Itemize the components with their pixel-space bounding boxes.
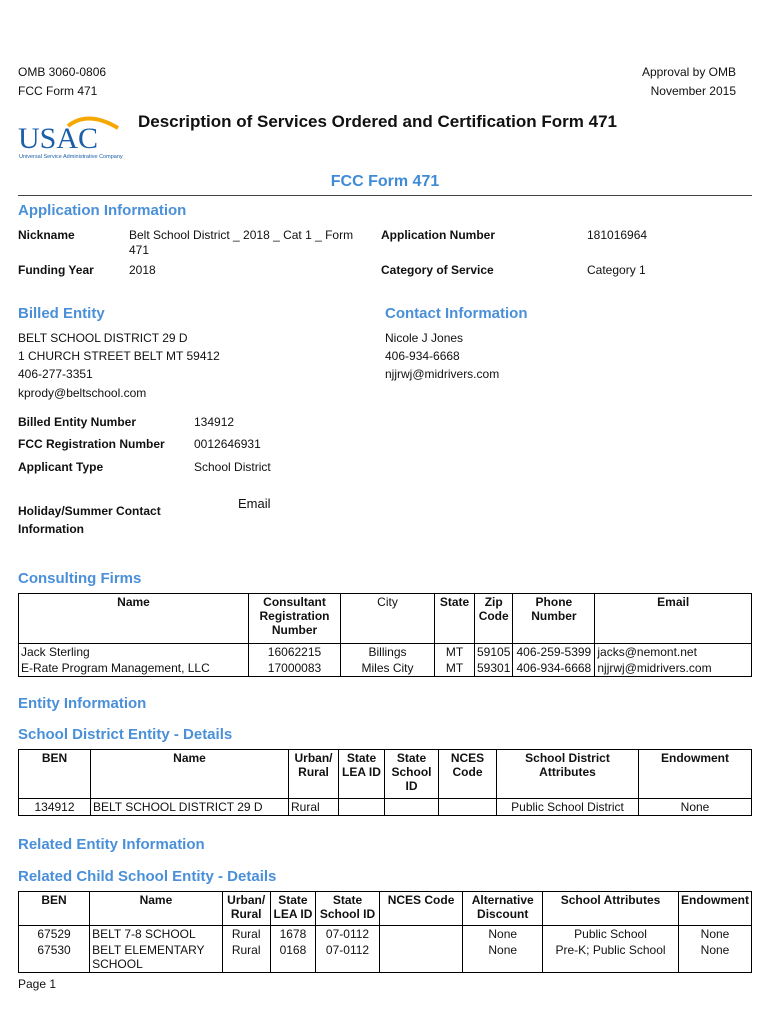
col-urban-rural bbox=[289, 750, 339, 799]
cell-urban-rural: Rural bbox=[222, 942, 270, 973]
table-header-row bbox=[19, 892, 752, 926]
cell-endowment: None bbox=[679, 926, 752, 943]
col-school-attributes: School Attributes bbox=[543, 892, 679, 926]
billed-entity-name: BELT SCHOOL DISTRICT 29 D bbox=[18, 331, 188, 345]
usac-logo bbox=[18, 112, 136, 162]
col-urban-rural-2: Rural bbox=[230, 907, 262, 921]
col-alt-discount bbox=[463, 892, 543, 926]
contact-phone: 406-934-6668 bbox=[385, 349, 460, 363]
cell-zip: 59105 bbox=[475, 644, 513, 661]
cell-school-attributes: Public School bbox=[543, 926, 679, 943]
table-row bbox=[19, 799, 752, 816]
col-zip bbox=[475, 594, 513, 644]
applicant-type-value: School District bbox=[194, 460, 271, 474]
cell-ben: 134912 bbox=[19, 799, 91, 816]
omb-number: OMB 3060-0806 bbox=[18, 65, 107, 79]
col-endowment: Endowment bbox=[679, 892, 752, 926]
application-heading: Application Information bbox=[18, 202, 187, 219]
col-state-school-id-2: School ID bbox=[319, 907, 376, 921]
cell-name-line2: SCHOOL bbox=[92, 957, 143, 971]
nickname-value-line1: Belt School District _ 2018 _ Cat 1 _ Form bbox=[129, 228, 354, 242]
entity-heading: Entity Information bbox=[18, 695, 147, 712]
cell-endowment: None bbox=[679, 942, 752, 973]
cell-name bbox=[90, 942, 223, 973]
col-state-lea-1: State bbox=[278, 893, 308, 907]
cell-crn: 16062215 bbox=[249, 644, 341, 661]
page-number: Page 1 bbox=[18, 977, 57, 991]
cell-email: jacks@nemont.net bbox=[595, 644, 752, 661]
cell-name: E-Rate Program Management, LLC bbox=[19, 660, 249, 677]
table-row bbox=[19, 644, 752, 661]
col-alt-discount-1: Alternative bbox=[471, 893, 534, 907]
cell-state-school-id: 07-0112 bbox=[316, 926, 379, 943]
app-number-value: 181016964 bbox=[587, 228, 648, 242]
cell-district-attributes: Public School District bbox=[497, 799, 639, 816]
col-consultant-reg-3: Number bbox=[271, 623, 318, 637]
cell-zip: 59301 bbox=[475, 660, 513, 677]
col-state-school-id bbox=[316, 892, 379, 926]
col-nces bbox=[439, 750, 497, 799]
col-state-school-id-3: ID bbox=[405, 779, 418, 793]
col-ben: BEN bbox=[19, 892, 90, 926]
fcc-reg-label: FCC Registration Number bbox=[18, 437, 165, 451]
col-consultant-reg-1: Consultant bbox=[263, 595, 326, 609]
col-state-school-id-1: State bbox=[332, 893, 363, 907]
fcc-reg-value: 0012646931 bbox=[194, 437, 261, 451]
col-name: Name bbox=[90, 892, 223, 926]
col-nces-1: NCES bbox=[450, 751, 485, 765]
billed-entity-address: 1 CHURCH STREET BELT MT 59412 bbox=[18, 349, 220, 363]
category-label: Category of Service bbox=[381, 263, 494, 277]
cell-state-lea: 1678 bbox=[270, 926, 316, 943]
related-entity-heading: Related Entity Information bbox=[18, 836, 205, 853]
holiday-contact-value: Email bbox=[238, 496, 271, 511]
cell-city: Miles City bbox=[341, 660, 435, 677]
cell-state-school-id: 07-0112 bbox=[316, 942, 379, 973]
cell-phone: 406-259-5399 bbox=[513, 644, 595, 661]
col-urban-rural-2: Rural bbox=[298, 765, 329, 779]
col-consultant-reg-2: Registration bbox=[259, 609, 330, 623]
col-urban-rural-1: Urban/ bbox=[227, 893, 266, 907]
cell-state-lea: 0168 bbox=[270, 942, 316, 973]
cell-endowment: None bbox=[639, 799, 752, 816]
ben-value: 134912 bbox=[194, 415, 235, 429]
form-heading: FCC Form 471 bbox=[330, 173, 440, 190]
col-zip-1: Zip bbox=[484, 595, 503, 609]
cell-state-lea bbox=[339, 799, 385, 816]
cell-ben: 67529 bbox=[19, 926, 90, 943]
related-child-table bbox=[18, 891, 752, 973]
district-entity-table bbox=[18, 749, 752, 816]
cell-crn: 17000083 bbox=[249, 660, 341, 677]
col-state-lea-2: LEA ID bbox=[342, 765, 381, 779]
cell-name: BELT SCHOOL DISTRICT 29 D bbox=[91, 799, 289, 816]
table-row bbox=[19, 660, 752, 677]
col-zip-2: Code bbox=[478, 609, 509, 623]
cell-alt-discount: None bbox=[463, 926, 543, 943]
applicant-type-label: Applicant Type bbox=[18, 460, 104, 474]
app-number-label: Application Number bbox=[381, 228, 496, 242]
holiday-contact-label-1: Holiday/Summer Contact bbox=[18, 504, 161, 518]
cell-email: njjrwj@midrivers.com bbox=[595, 660, 752, 677]
table-header-row bbox=[19, 594, 752, 644]
nickname-value-line2: 471 bbox=[129, 243, 150, 257]
cell-urban-rural: Rural bbox=[222, 926, 270, 943]
cell-alt-discount: None bbox=[463, 942, 543, 973]
form-short: FCC Form 471 bbox=[18, 84, 98, 98]
col-state-school-id-2: School bbox=[391, 765, 432, 779]
cell-city: Billings bbox=[341, 644, 435, 661]
table-row bbox=[19, 942, 752, 973]
col-phone-1: Phone bbox=[535, 595, 573, 609]
col-state-lea-1: State bbox=[346, 751, 377, 765]
col-email: Email bbox=[595, 594, 752, 644]
col-consultant-reg bbox=[249, 594, 341, 644]
cell-school-attributes: Pre-K; Public School bbox=[543, 942, 679, 973]
district-entity-heading: School District Entity - Details bbox=[18, 726, 233, 743]
col-state-lea-2: LEA ID bbox=[273, 907, 313, 921]
col-state: State bbox=[435, 594, 475, 644]
approval-date: November 2015 bbox=[650, 84, 736, 98]
cell-state-school-id bbox=[385, 799, 439, 816]
contact-name: Nicole J Jones bbox=[385, 331, 464, 345]
billed-entity-phone: 406-277-3351 bbox=[18, 367, 93, 381]
cell-nces bbox=[379, 942, 463, 973]
page-title: Description of Services Ordered and Certification Form 471 bbox=[138, 112, 617, 131]
table-row bbox=[19, 926, 752, 943]
col-name: Name bbox=[91, 750, 289, 799]
cell-nces bbox=[379, 926, 463, 943]
col-state-lea bbox=[339, 750, 385, 799]
col-city: City bbox=[341, 594, 435, 644]
col-state-school-id bbox=[385, 750, 439, 799]
col-nces: NCES Code bbox=[379, 892, 463, 926]
cell-name-line1: BELT ELEMENTARY bbox=[92, 943, 205, 957]
related-child-heading: Related Child School Entity - Details bbox=[18, 868, 277, 885]
table-header-row bbox=[19, 750, 752, 799]
col-state-lea bbox=[270, 892, 316, 926]
cell-name: BELT 7-8 SCHOOL bbox=[90, 926, 223, 943]
col-district-attributes bbox=[497, 750, 639, 799]
cell-phone: 406-934-6668 bbox=[513, 660, 595, 677]
contact-heading: Contact Information bbox=[385, 305, 528, 322]
col-alt-discount-2: Discount bbox=[477, 907, 529, 921]
ben-label: Billed Entity Number bbox=[18, 415, 137, 429]
col-district-attributes-2: Attributes bbox=[539, 765, 596, 779]
cell-urban-rural: Rural bbox=[289, 799, 339, 816]
cell-nces bbox=[439, 799, 497, 816]
billed-entity-heading: Billed Entity bbox=[18, 305, 105, 322]
cell-ben: 67530 bbox=[19, 942, 90, 973]
category-value: Category 1 bbox=[587, 263, 646, 277]
cell-state: MT bbox=[435, 644, 475, 661]
col-urban-rural bbox=[222, 892, 270, 926]
col-phone-2: Number bbox=[531, 609, 577, 623]
consulting-table bbox=[18, 593, 752, 677]
cell-name: Jack Sterling bbox=[19, 644, 249, 661]
usac-logo-text: USAC bbox=[18, 122, 99, 155]
col-endowment: Endowment bbox=[639, 750, 752, 799]
col-ben: BEN bbox=[19, 750, 91, 799]
holiday-contact-label-2: Information bbox=[18, 522, 84, 536]
usac-logo-sub: Universal Service Administrative Company bbox=[19, 154, 123, 160]
omb-approval: Approval by OMB bbox=[641, 65, 736, 79]
contact-email: njjrwj@midrivers.com bbox=[385, 367, 500, 381]
header-divider bbox=[18, 195, 752, 196]
consulting-heading: Consulting Firms bbox=[18, 570, 142, 587]
col-name: Name bbox=[19, 594, 249, 644]
col-state-school-id-1: State bbox=[396, 751, 427, 765]
col-phone bbox=[513, 594, 595, 644]
funding-year-value: 2018 bbox=[129, 263, 156, 277]
nickname-label: Nickname bbox=[18, 228, 75, 242]
funding-year-label: Funding Year bbox=[18, 263, 94, 277]
col-urban-rural-1: Urban/ bbox=[294, 751, 333, 765]
billed-entity-email: kprody@beltschool.com bbox=[18, 386, 147, 400]
cell-state: MT bbox=[435, 660, 475, 677]
col-district-attributes-1: School District bbox=[525, 751, 610, 765]
col-nces-2: Code bbox=[452, 765, 483, 779]
